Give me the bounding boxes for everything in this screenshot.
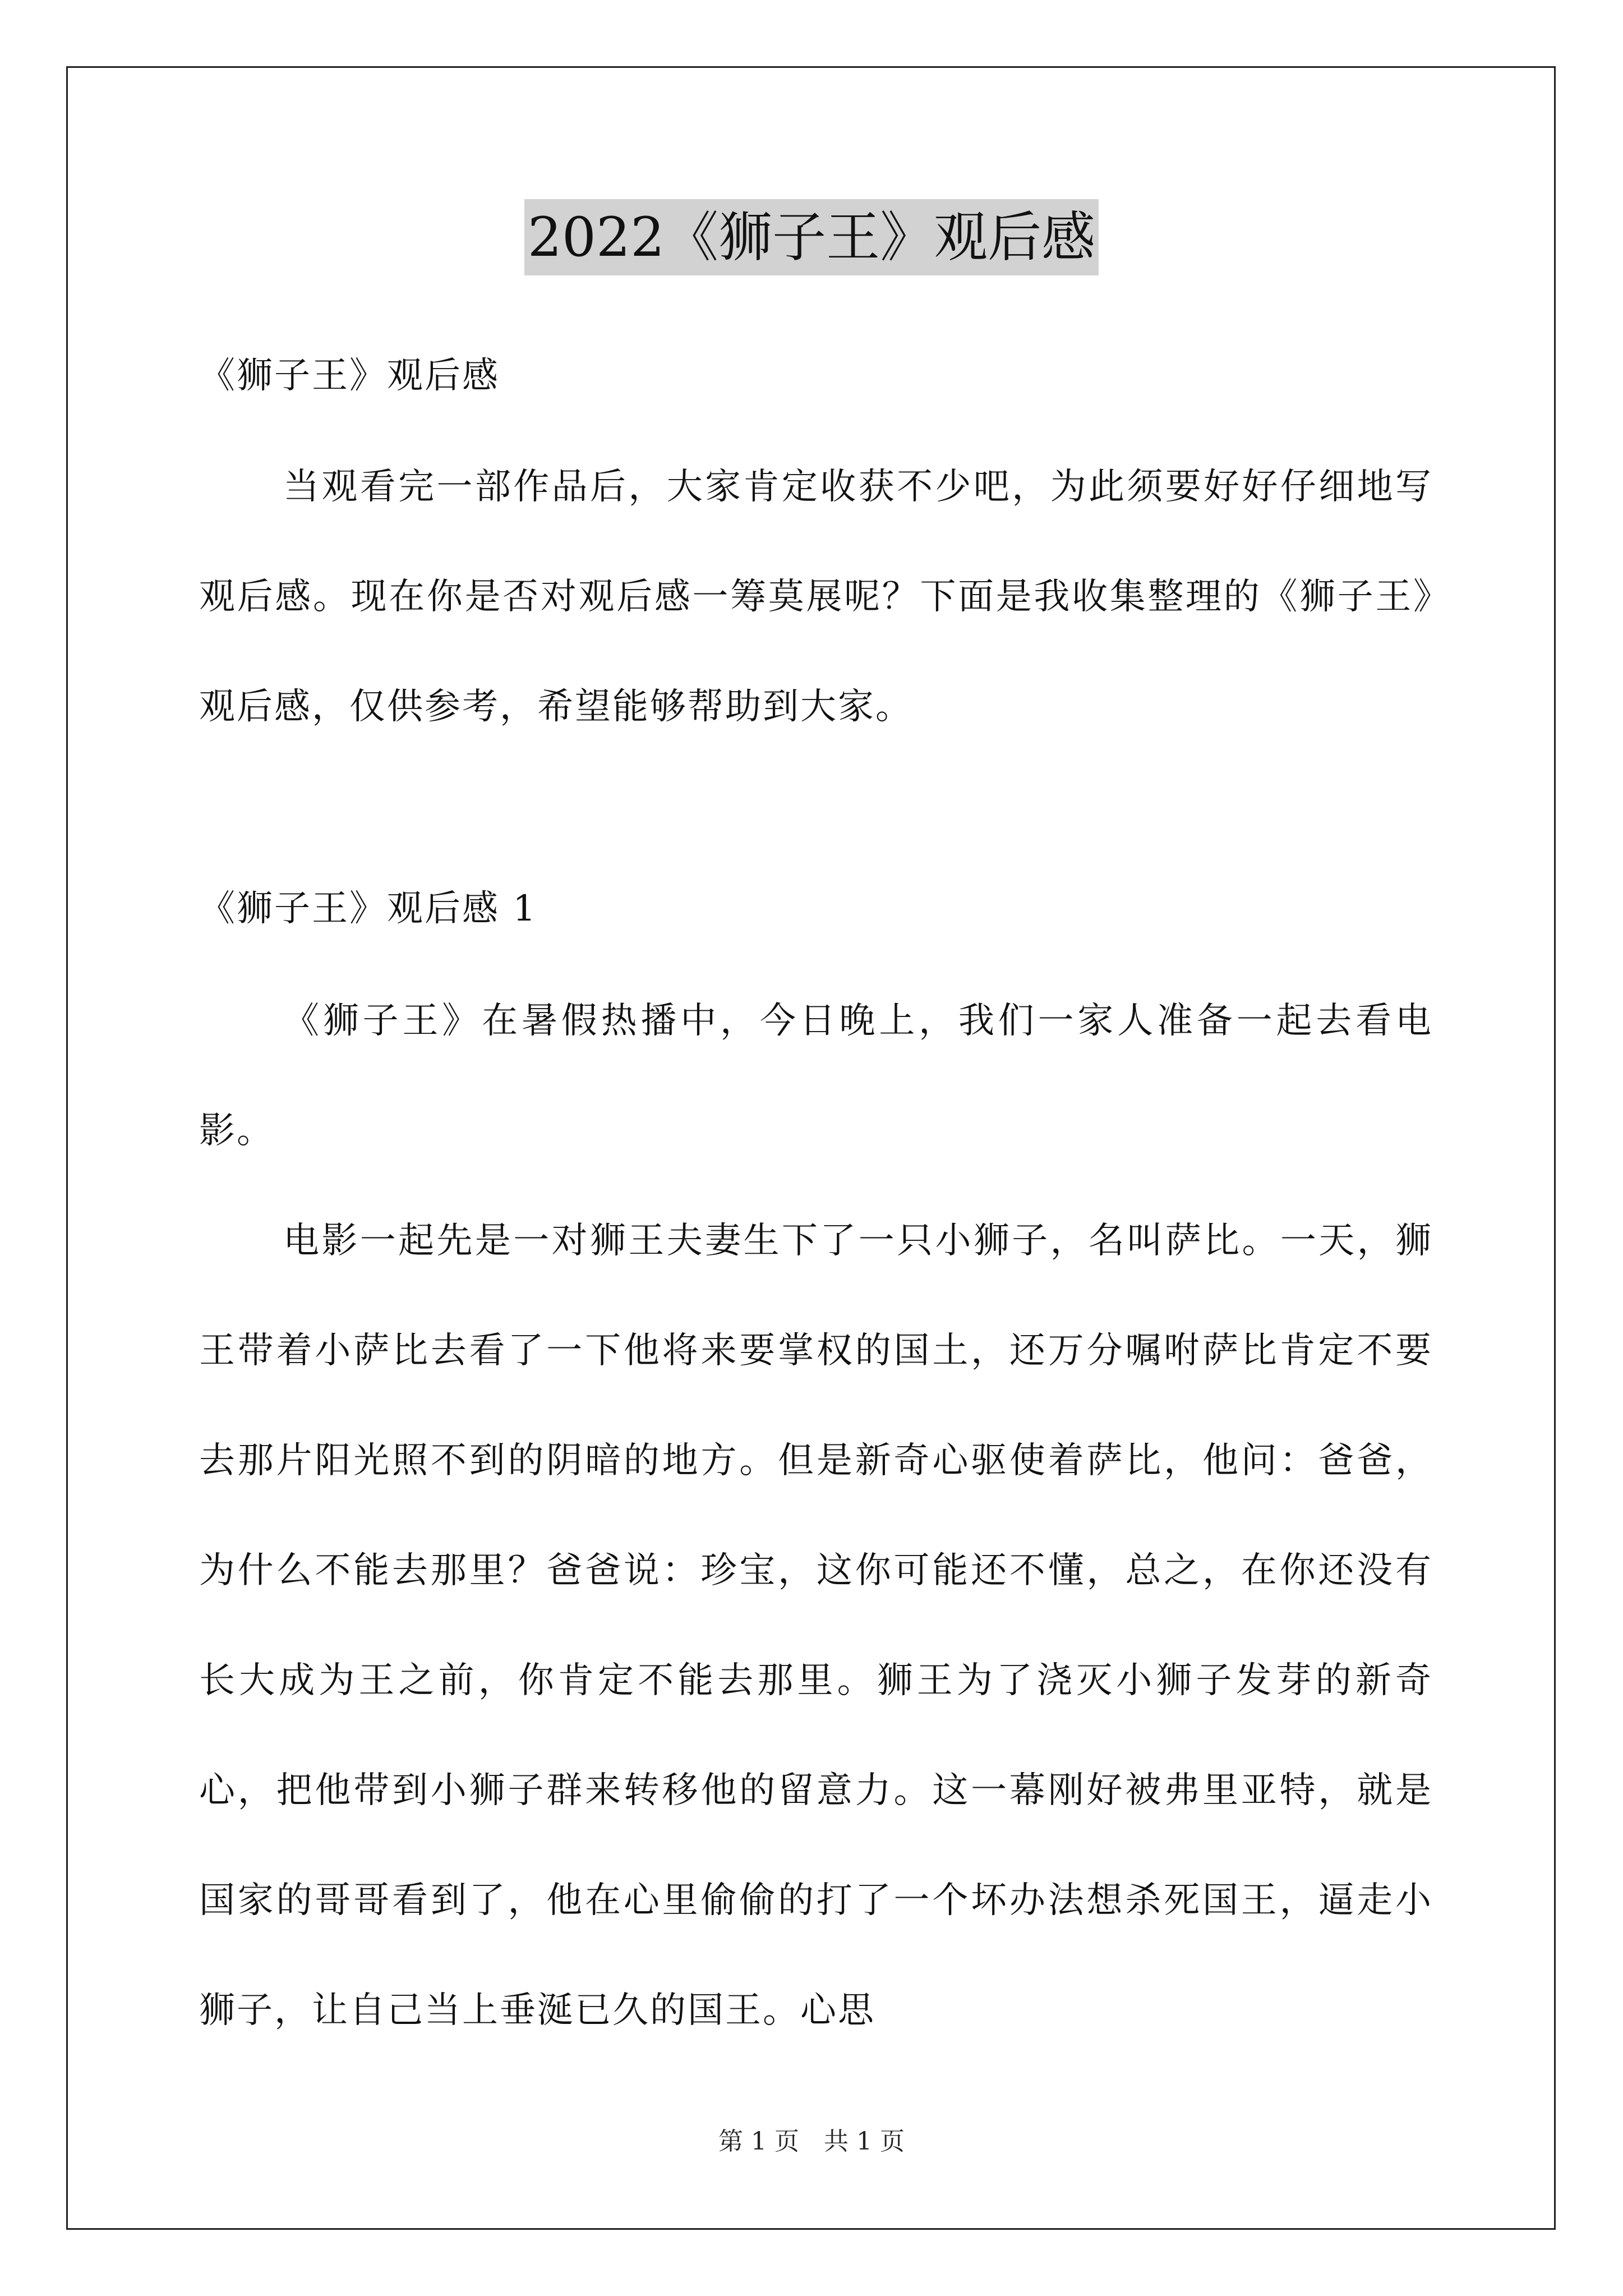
section1-heading: 《狮子王》观后感 1 <box>199 888 538 930</box>
intro-heading: 《狮子王》观后感 <box>199 355 500 397</box>
document-title <box>0 199 1623 275</box>
intro-body <box>199 432 1433 762</box>
intro-paragraph: 当观看完一部作品后，大家肯定收获不少吧，为此须要好好仔细地写观后感。现在你是否对观后感一筹莫展呢？下面是我收集整理的《狮子王》观后感，仅供参考，希望能够帮助到大家。 <box>199 466 1433 728</box>
section1-paragraph-1: 《狮子王》在暑假热播中，今日晚上，我们一家人准备一起去看电影。 <box>199 1000 1433 1152</box>
document-title-text: 2022《狮子王》观后感 <box>524 199 1099 275</box>
section1-paragraph-2: 电影一起先是一对狮王夫妻生下了一只小狮子，名叫萨比。一天，狮王带着小萨比去看了一下他将来要掌权的国土，还万分嘱咐萨比肯定不要去那片阳光照不到的阴暗的地方。但是新奇心驱使着萨比，他问：爸爸，为什么不能去那里？爸爸说：珍宝，这你可能还不懂，总之，在你还没有长大成为王之前，你肯定不能去那里。狮王为了浇灭小狮子发芽的新奇心，把他带到小狮子群来转移他的留意力。这一幕刚好被弗里亚特，就是国家的哥哥看到了，他在心里偷偷的打了一个坏办法想杀死国王，逼走小狮子，让自己当上垂涎已久的国王。心思 <box>199 1220 1433 2031</box>
page-footer: 第 1 页 共 1 页 <box>718 2127 905 2156</box>
section1-body <box>199 966 1433 2065</box>
